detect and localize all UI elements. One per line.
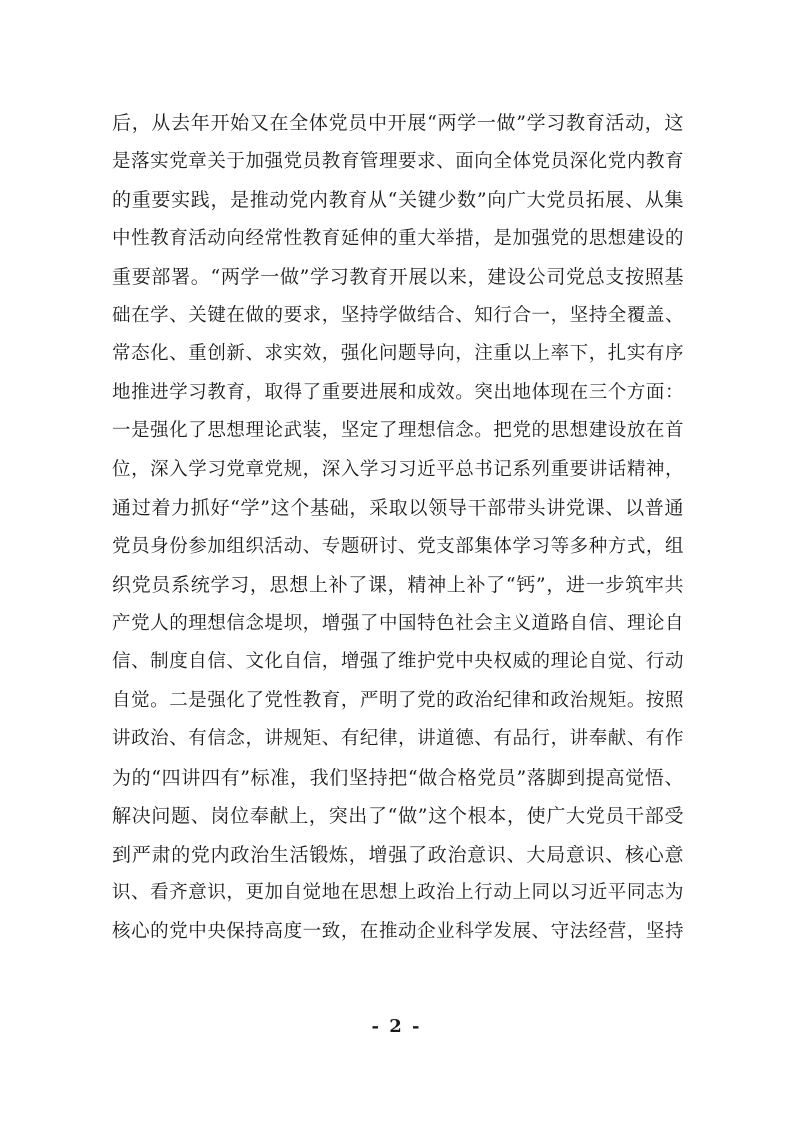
text-line: 的重要实践，是推动党内教育从“关键少数”向广大党员拓展、从集 xyxy=(112,189,684,211)
text-line: 通过着力抓好“学”这个基础，采取以领导干部带头讲党课、以普通 xyxy=(112,497,684,519)
text-line: 础在学、关键在做的要求，坚持学做结合、知行合一，坚持全覆盖、 xyxy=(112,304,684,326)
text-line: 重要部署。“两学一做”学习教育开展以来，建设公司党总支按照基 xyxy=(112,266,684,288)
text-line: 核心的党中央保持高度一致，在推动企业科学发展、守法经营，坚持 xyxy=(112,920,684,942)
text-line: 讲政治、有信念，讲规矩、有纪律，讲道德、有品行，讲奉献、有作 xyxy=(112,728,684,749)
text-line: 为的“四讲四有”标准，我们坚持把“做合格党员”落脚到提高觉悟、 xyxy=(112,766,684,789)
text-line: 中性教育活动向经常性教育延伸的重大举措，是加强党的思想建设的 xyxy=(112,227,684,249)
page-number: - 2 - xyxy=(371,1016,422,1037)
text-line: 位，深入学习党章党规，深入学习习近平总书记系列重要讲话精神， xyxy=(112,458,684,480)
text-line: 自觉。二是强化了党性教育，严明了党的政治纪律和政治规矩。按照 xyxy=(112,689,684,711)
text-line: 常态化、重创新、求实效，强化问题导向，注重以上率下，扎实有序 xyxy=(112,343,684,364)
text-line: 产党人的理想信念堤坝，增强了中国特色社会主义道路自信、理论自 xyxy=(112,612,684,634)
text-line: 识、看齐意识，更加自觉地在思想上政治上行动上同以习近平同志为 xyxy=(112,882,684,903)
text-line: 到严肃的党内政治生活锻炼，增强了政治意识、大局意识、核心意 xyxy=(112,843,684,866)
text-line: 织党员系统学习，思想上补了课，精神上补了“钙”，进一步筑牢共 xyxy=(112,574,684,596)
body-paragraph xyxy=(112,104,684,951)
text-line: 是落实党章关于加强党员教育管理要求、面向全体党员深化党内教育 xyxy=(112,150,684,172)
text-line: 后，从去年开始又在全体党员中开展“两学一做”学习教育活动，这 xyxy=(112,112,684,134)
text-line: 一是强化了思想理论武装，坚定了理想信念。把党的思想建设放在首 xyxy=(112,420,684,441)
text-line: 解决问题、岗位奉献上，突出了“做”这个根本，使广大党员干部受 xyxy=(112,805,684,827)
text-line: 地推进学习教育，取得了重要进展和成效。突出地体现在三个方面： xyxy=(112,381,684,403)
text-line: 信、制度自信、文化自信，增强了维护党中央权威的理论自觉、行动 xyxy=(112,651,684,672)
text-line: 党员身份参加组织活动、专题研讨、党支部集体学习等多种方式，组 xyxy=(112,535,684,557)
